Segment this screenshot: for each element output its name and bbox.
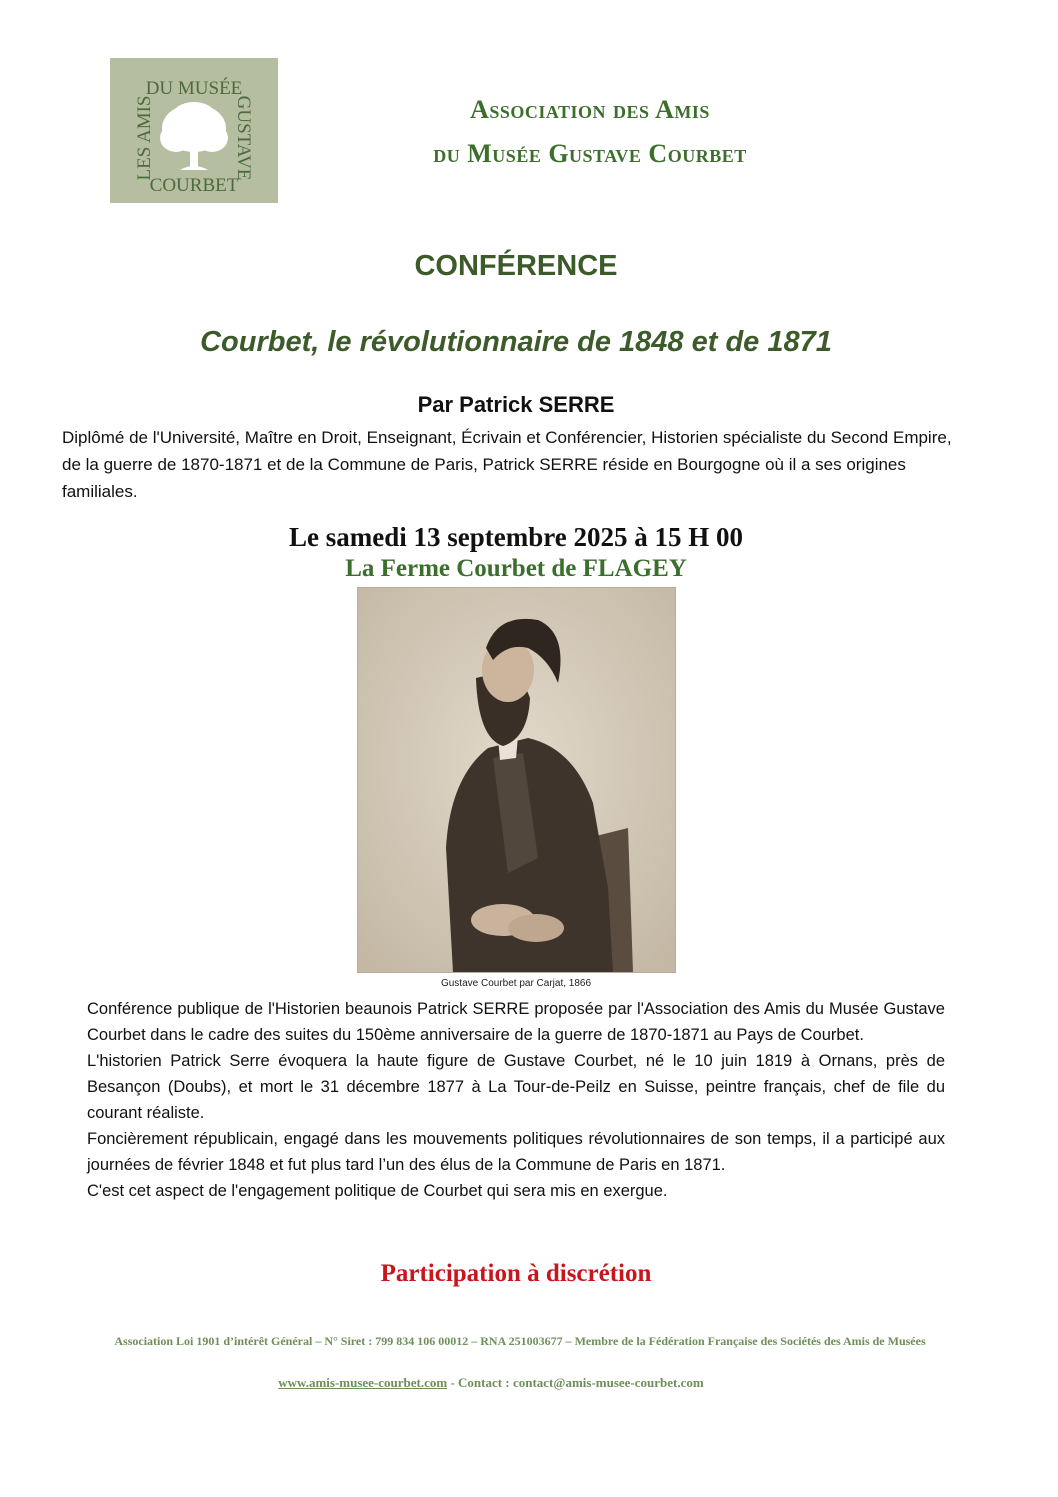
portrait-photo-icon (358, 588, 675, 972)
association-name-line1: Association des Amis (470, 95, 710, 124)
website-link[interactable]: www.amis-musee-courbet.com (278, 1375, 448, 1390)
oak-tree-icon (110, 58, 278, 203)
footer-contact (0, 1375, 982, 1391)
logo-text-left: LES AMIS (134, 95, 155, 181)
event-type-heading: CONFÉRENCE (414, 250, 618, 282)
event-title: Courbet, le révolutionnaire de 1848 et de 1871 (200, 326, 832, 358)
speaker-name: Par Patrick SERRE (417, 392, 615, 417)
description-paragraph-1: Conférence publique de l'Historien beaunois Patrick SERRE proposée par l'Association des Amis du Musée Gustave Courbet dans le cadre des suites du 150ème anniversaire de la guerre de 1870-1871 au Pays de Courbet. (87, 1000, 945, 1044)
event-venue: La Ferme Courbet de FLAGEY (345, 555, 687, 582)
association-logo (110, 58, 278, 203)
logo-text-right: GUSTAVE (233, 95, 254, 181)
contact-label: - Contact : (447, 1375, 513, 1390)
event-description (87, 996, 945, 1204)
association-name (330, 88, 850, 176)
description-paragraph-2: L'historien Patrick Serre évoquera la haute figure de Gustave Courbet, né le 10 juin 1819 à Ornans, près de Besançon (Doubs), et mort le 31 décembre 1877 à La Tour-de-Peilz en Suisse, peintre français, chef de file du courant réaliste. (87, 1052, 945, 1122)
association-name-line2: du Musée Gustave Courbet (433, 139, 747, 168)
contact-email[interactable]: contact@amis-musee-courbet.com (512, 1375, 704, 1390)
photo-caption: Gustave Courbet par Carjat, 1866 (440, 978, 592, 989)
participation-note: Participation à discrétion (380, 1260, 652, 1287)
logo-text-bottom: COURBET (149, 175, 239, 196)
description-paragraph-3: Foncièrement républicain, engagé dans les mouvements politiques révolutionnaires de son temps, il a participé aux journées de février 1848 et fut plus tard l’un des élus de la Commune de Paris en 1871. (87, 1130, 945, 1174)
event-date: Le samedi 13 septembre 2025 à 15 H 00 (289, 522, 743, 552)
logo-text-top: DU MUSÉE (145, 78, 243, 99)
footer-legal-info: Association Loi 1901 d’intérêt Général – N° Siret : 799 834 106 00012 – RNA 251003677 – Membre de la Fédération Française des Sociétés des Amis de Musées (114, 1334, 926, 1348)
speaker-bio: Diplômé de l'Université, Maître en Droit, Enseignant, Écrivain et Conférencier, Historien spécialiste du Second Empire, de la guerre de 1870-1871 et de la Commune de Paris, Patrick SERRE réside en Bourgogne où il a ses origines familiales. (62, 428, 952, 501)
portrait-photo (357, 587, 676, 973)
description-paragraph-4: C'est cet aspect de l'engagement politique de Courbet qui sera mis en exergue. (87, 1182, 668, 1200)
